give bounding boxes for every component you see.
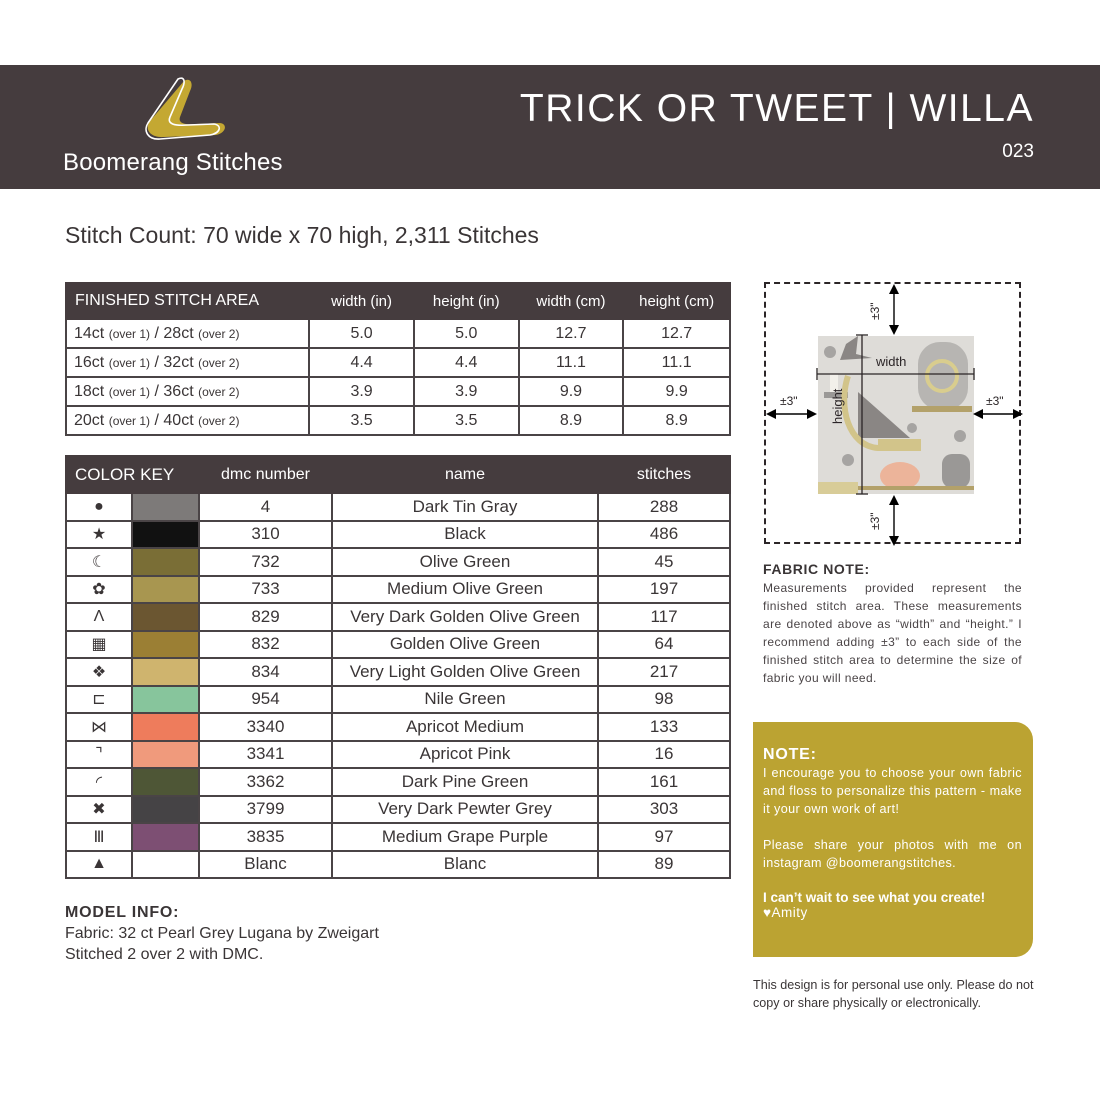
four-squares-icon: ▦ xyxy=(66,631,132,659)
stitches-cell: 197 xyxy=(598,576,730,604)
fabric-note-text: Measurements provided represent the finished stitch area. These measurements are denoted above as “width” and “height.” I recommend adding ±3” to each side of the finished stitch area to determine the size of fabric you will need. xyxy=(763,581,1022,685)
height-in-cell: 5.0 xyxy=(414,319,519,348)
color-swatch xyxy=(132,658,199,686)
color-name-cell: Medium Grape Purple xyxy=(332,823,598,851)
bowtie-icon: ⋈ xyxy=(66,713,132,741)
color-swatch xyxy=(132,713,199,741)
count-2: 40ct xyxy=(163,411,194,429)
x-cross-icon: ✖ xyxy=(66,796,132,824)
note-heading: NOTE: xyxy=(763,746,817,763)
col-header: width (in) xyxy=(309,283,414,319)
table-row xyxy=(66,823,730,851)
color-swatch xyxy=(132,741,199,769)
color-swatch xyxy=(132,603,199,631)
color-swatch xyxy=(132,823,199,851)
over-1: (over 1) xyxy=(108,355,151,370)
boomerang-logo-icon xyxy=(144,77,228,143)
color-swatch xyxy=(132,576,199,604)
dmc-number-cell: 829 xyxy=(199,603,332,631)
separator: / xyxy=(150,353,164,371)
stitch-count-label: Stitch Count: xyxy=(65,222,197,248)
width-cm-cell: 12.7 xyxy=(519,319,624,348)
stitches-cell: 117 xyxy=(598,603,730,631)
color-name-cell: Golden Olive Green xyxy=(332,631,598,659)
col-header: name xyxy=(332,456,598,493)
color-name-cell: Medium Olive Green xyxy=(332,576,598,604)
table-row xyxy=(66,768,730,796)
note-closing: I can’t wait to see what you create! xyxy=(763,890,986,905)
model-info-heading: MODEL INFO: xyxy=(65,904,180,921)
over-1: (over 1) xyxy=(108,384,151,399)
pattern-code: 023 xyxy=(1002,141,1034,162)
color-swatch xyxy=(132,631,199,659)
col-header: dmc number xyxy=(199,456,332,493)
table-row xyxy=(66,713,730,741)
dmc-number-cell: 3835 xyxy=(199,823,332,851)
dmc-number-cell: 3362 xyxy=(199,768,332,796)
header-banner xyxy=(0,65,1100,189)
triple-bar-icon: Ⅲ xyxy=(66,823,132,851)
table-row xyxy=(66,406,730,435)
table-row xyxy=(66,576,730,604)
top-margin-label: ±3" xyxy=(868,302,882,320)
over-1: (over 1) xyxy=(108,326,151,341)
table-row xyxy=(66,741,730,769)
fabric-note xyxy=(763,561,1022,687)
brand-logo xyxy=(60,65,320,189)
bottom-margin-label: ±3" xyxy=(868,512,882,530)
triangle-icon: ▲ xyxy=(66,851,132,879)
diamond-cluster-icon: ❖ xyxy=(66,658,132,686)
brand-name: Boomerang Stitches xyxy=(63,149,283,176)
table-row xyxy=(66,348,730,377)
star-icon: ★ xyxy=(66,521,132,549)
width-label: width xyxy=(876,354,907,369)
color-name-cell: Dark Tin Gray xyxy=(332,493,598,521)
height-in-cell: 3.9 xyxy=(414,377,519,406)
width-cm-cell: 11.1 xyxy=(519,348,624,377)
table-row xyxy=(66,493,730,521)
width-cm-cell: 9.9 xyxy=(519,377,624,406)
dmc-number-cell: Blanc xyxy=(199,851,332,879)
pattern-title: TRICK OR TWEET | WILLA xyxy=(519,87,1034,130)
height-cm-cell: 9.9 xyxy=(623,377,730,406)
stitches-cell: 161 xyxy=(598,768,730,796)
fabric-count-cell xyxy=(66,406,309,435)
count-2: 32ct xyxy=(163,353,194,371)
stitches-cell: 98 xyxy=(598,686,730,714)
note-paragraph-1: I encourage you to choose your own fabric and floss to personalize this pattern - make it your own work of art! xyxy=(763,766,1022,816)
color-swatch xyxy=(132,851,199,879)
color-swatch xyxy=(132,548,199,576)
stitches-cell: 303 xyxy=(598,796,730,824)
color-name-cell: Apricot Medium xyxy=(332,713,598,741)
fabric-size-diagram xyxy=(764,282,1021,544)
fabric-note-heading: FABRIC NOTE: xyxy=(763,561,870,577)
quarter-arc-icon: ◜ xyxy=(66,768,132,796)
dmc-number-cell: 4 xyxy=(199,493,332,521)
separator: / xyxy=(150,324,164,342)
caret-up-icon: Λ xyxy=(66,603,132,631)
disclaimer: This design is for personal use only. Please do not copy or share physically or electronically. xyxy=(753,978,1034,1010)
model-fabric: Fabric: 32 ct Pearl Grey Lugana by Zweigart xyxy=(65,925,379,942)
width-in-cell: 4.4 xyxy=(309,348,414,377)
height-label: height xyxy=(830,388,845,424)
model-stitched: Stitched 2 over 2 with DMC. xyxy=(65,946,264,963)
over-2: (over 2) xyxy=(198,413,240,428)
count-1: 18ct xyxy=(74,382,105,400)
finished-stitch-area-table xyxy=(65,282,731,436)
width-cm-cell: 8.9 xyxy=(519,406,624,435)
table-row xyxy=(66,377,730,406)
color-swatch xyxy=(132,768,199,796)
table-row xyxy=(66,631,730,659)
height-cm-cell: 12.7 xyxy=(623,319,730,348)
table-row xyxy=(66,796,730,824)
table-row xyxy=(66,548,730,576)
table-row xyxy=(66,521,730,549)
color-key-table xyxy=(65,455,731,879)
color-name-cell: Very Dark Pewter Grey xyxy=(332,796,598,824)
bracket-icon: ⊏ xyxy=(66,686,132,714)
color-name-cell: Nile Green xyxy=(332,686,598,714)
stitches-cell: 217 xyxy=(598,658,730,686)
count-1: 20ct xyxy=(74,411,105,429)
note-box xyxy=(753,722,1033,957)
corner-icon: ⌝ xyxy=(66,741,132,769)
stitches-cell: 89 xyxy=(598,851,730,879)
measurement-overlay xyxy=(766,284,1023,546)
dmc-number-cell: 733 xyxy=(199,576,332,604)
stitches-cell: 288 xyxy=(598,493,730,521)
width-in-cell: 3.9 xyxy=(309,377,414,406)
width-in-cell: 3.5 xyxy=(309,406,414,435)
flower-icon: ✿ xyxy=(66,576,132,604)
fabric-count-cell xyxy=(66,348,309,377)
color-name-cell: Dark Pine Green xyxy=(332,768,598,796)
dmc-number-cell: 732 xyxy=(199,548,332,576)
stitches-cell: 97 xyxy=(598,823,730,851)
height-cm-cell: 11.1 xyxy=(623,348,730,377)
width-in-cell: 5.0 xyxy=(309,319,414,348)
color-name-cell: Olive Green xyxy=(332,548,598,576)
col-header: FINISHED STITCH AREA xyxy=(66,283,309,319)
over-2: (over 2) xyxy=(198,355,240,370)
left-margin-label: ±3" xyxy=(780,394,798,408)
right-margin-label: ±3" xyxy=(986,394,1004,408)
color-name-cell: Very Light Golden Olive Green xyxy=(332,658,598,686)
col-header: height (in) xyxy=(414,283,519,319)
over-2: (over 2) xyxy=(198,384,240,399)
color-name-cell: Black xyxy=(332,521,598,549)
note-signature: ♥Amity xyxy=(763,905,808,920)
col-header: height (cm) xyxy=(623,283,730,319)
stitches-cell: 64 xyxy=(598,631,730,659)
stitches-cell: 45 xyxy=(598,548,730,576)
circle-icon: ● xyxy=(66,493,132,521)
count-2: 36ct xyxy=(163,382,194,400)
dmc-number-cell: 3340 xyxy=(199,713,332,741)
table-row xyxy=(66,658,730,686)
dmc-number-cell: 310 xyxy=(199,521,332,549)
crescent-moon-icon: ☾ xyxy=(66,548,132,576)
dmc-number-cell: 832 xyxy=(199,631,332,659)
color-name-cell: Very Dark Golden Olive Green xyxy=(332,603,598,631)
stitch-count-value: 70 wide x 70 high, 2,311 Stitches xyxy=(203,222,539,248)
dmc-number-cell: 3341 xyxy=(199,741,332,769)
stitches-cell: 16 xyxy=(598,741,730,769)
table-row xyxy=(66,686,730,714)
count-1: 16ct xyxy=(74,353,105,371)
color-swatch xyxy=(132,521,199,549)
color-swatch xyxy=(132,686,199,714)
height-in-cell: 4.4 xyxy=(414,348,519,377)
count-1: 14ct xyxy=(74,324,105,342)
fabric-count-cell xyxy=(66,377,309,406)
stitches-cell: 486 xyxy=(598,521,730,549)
dmc-number-cell: 3799 xyxy=(199,796,332,824)
fabric-count-cell xyxy=(66,319,309,348)
table-row xyxy=(66,851,730,879)
count-2: 28ct xyxy=(163,324,194,342)
color-name-cell: Blanc xyxy=(332,851,598,879)
col-header: COLOR KEY xyxy=(66,456,199,493)
height-cm-cell: 8.9 xyxy=(623,406,730,435)
over-2: (over 2) xyxy=(198,326,240,341)
color-swatch xyxy=(132,493,199,521)
separator: / xyxy=(150,382,164,400)
stitches-cell: 133 xyxy=(598,713,730,741)
stitch-count xyxy=(65,222,539,249)
over-1: (over 1) xyxy=(108,413,151,428)
table-row xyxy=(66,319,730,348)
col-header: stitches xyxy=(598,456,730,493)
col-header: width (cm) xyxy=(519,283,624,319)
dmc-number-cell: 954 xyxy=(199,686,332,714)
height-in-cell: 3.5 xyxy=(414,406,519,435)
dmc-number-cell: 834 xyxy=(199,658,332,686)
color-swatch xyxy=(132,796,199,824)
model-info xyxy=(65,902,379,965)
table-row xyxy=(66,603,730,631)
note-paragraph-2: Please share your photos with me on instagram @boomerangstitches. xyxy=(763,838,1022,870)
color-name-cell: Apricot Pink xyxy=(332,741,598,769)
separator: / xyxy=(150,411,164,429)
